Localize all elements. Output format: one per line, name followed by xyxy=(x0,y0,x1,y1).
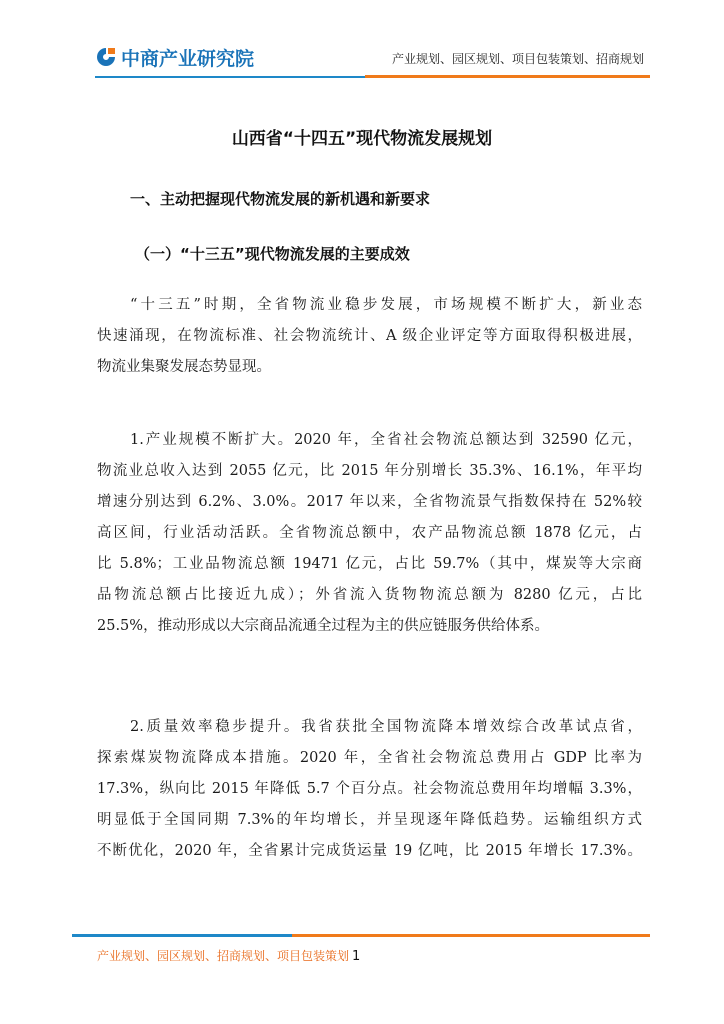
paragraph-line: 探索煤炭物流降成本措施。2020 年，全省社会物流总费用占 GDP 比率为 xyxy=(97,750,642,766)
paragraph-line: 增速分别达到 6.2%、3.0%。2017 年以来，全省物流景气指数保持在 52%较 xyxy=(97,494,642,510)
paragraph-overview xyxy=(97,290,642,383)
paragraph-line: 不断优化，2020 年，全省累计完成货运量 19 亿吨，比 2015 年增长 17.3%。 xyxy=(97,843,642,859)
company-logo xyxy=(95,44,254,70)
paragraph-line: 比 5.8%；工业品物流总额 19471 亿元，占比 59.7%（其中，煤炭等大宗商 xyxy=(97,556,642,572)
header-rule-orange xyxy=(365,75,650,78)
paragraph-line: 25.5%，推动形成以大宗商品流通全过程为主的供应链服务供给体系。 xyxy=(97,618,550,634)
paragraph-line: 1.产业规模不断扩大。2020 年，全省社会物流总额达到 32590 亿元， xyxy=(130,432,642,448)
paragraph-line: “十三五”时期，全省物流业稳步发展，市场规模不断扩大，新业态 xyxy=(130,297,642,313)
logo-text: 中商产业研究院 xyxy=(121,47,255,70)
paragraph-line: 2.质量效率稳步提升。我省获批全国物流降本增效综合改革试点省， xyxy=(130,719,642,735)
section-heading: 一、主动把握现代物流发展的新机遇和新要求 xyxy=(130,190,431,208)
page-header xyxy=(0,0,724,80)
paragraph-line: 物流业集聚发展态势显现。 xyxy=(97,359,271,375)
footer-rule-orange xyxy=(292,934,650,937)
paragraph-scale xyxy=(97,425,642,642)
paragraph-line: 快速涌现，在物流标准、社会物流统计、A 级企业评定等方面取得积极进展， xyxy=(97,328,642,344)
paragraph-quality xyxy=(97,712,642,867)
footer-rule-blue xyxy=(72,934,292,937)
paragraph-line: 物流业总收入达到 2055 亿元，比 2015 年分别增长 35.3%、16.1%，年平均 xyxy=(97,463,642,479)
page-number: 1 xyxy=(352,949,361,964)
logo-mark-icon xyxy=(95,46,117,68)
footer-tagline: 产业规划、园区规划、招商规划、项目包装策划 xyxy=(97,949,350,963)
paragraph-line: 高区间，行业活动活跃。全省物流总额中，农产品物流总额 1878 亿元，占 xyxy=(97,525,642,541)
header-rule-blue xyxy=(95,76,365,78)
paragraph-line: 品物流总额占比接近九成）；外省流入货物物流总额为 8280 亿元，占比 xyxy=(97,587,642,603)
paragraph-line: 明显低于全国同期 7.3%的年均增长，并呈现逐年降低趋势。运输组织方式 xyxy=(97,812,642,828)
subsection-heading: （一）“十三五”现代物流发展的主要成效 xyxy=(135,245,410,263)
paragraph-line: 17.3%，纵向比 2015 年降低 5.7 个百分点。社会物流总费用年均增幅 3.3%， xyxy=(97,781,642,797)
header-tagline: 产业规划、园区规划、项目包装策划、招商规划 xyxy=(391,52,644,66)
document-title: 山西省“十四五”现代物流发展规划 xyxy=(231,129,493,149)
page-footer xyxy=(97,947,360,964)
